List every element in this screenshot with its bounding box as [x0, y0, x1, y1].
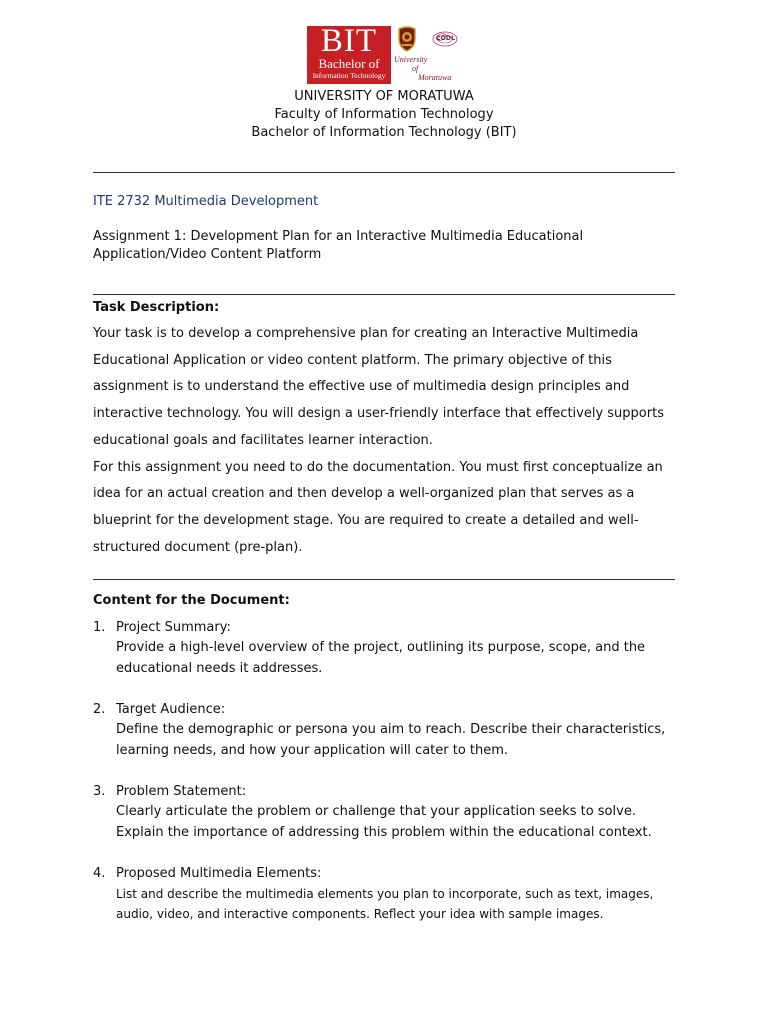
bit-logo-wordmark: BIT [320, 23, 378, 59]
list-item-number: 1. [93, 620, 106, 635]
degree-name: Bachelor of Information Technology (BIT) [251, 125, 517, 140]
task-description [93, 321, 681, 561]
uni-script-line1: University [394, 55, 428, 64]
bit-logo [307, 23, 391, 84]
university-crest-icon [396, 26, 418, 52]
list-item-body: Clearly articulate the problem or challenge that your application seeks to solve. Explain the importance of addressing this problem within the educational context. [116, 804, 652, 840]
content-heading: Content for the Document: [93, 593, 290, 608]
assignment-title [93, 228, 653, 264]
uni-script-line2: of [412, 64, 419, 73]
bit-logo-line3: Information Technology [312, 71, 386, 80]
list-item-body: List and describe the multimedia elements you plan to incorporate, such as text, images, audio, video, and interactive components. Reflect your idea with sample images. [116, 887, 654, 921]
list-item-title: Target Audience: [116, 702, 226, 717]
assignment-title-line1: Assignment 1: Development Plan for an Interactive Multimedia Educational [93, 229, 584, 244]
uni-script-line3: Moratuwa [418, 73, 452, 82]
list-item-title: Proposed Multimedia Elements: [116, 866, 322, 881]
faculty-name: Faculty of Information Technology [274, 107, 494, 122]
task-paragraph-1: Your task is to develop a comprehensive plan for creating an Interactive Multimedia Educational Application or video content platform. The primary objective of this assignment is to understand the effective use of multimedia design principles and interactive technology. You will design a user-friendly interface that effectively supports educational goals and facilitates learner interaction. [93, 326, 664, 448]
university-name: UNIVERSITY OF MORATUWA [294, 89, 474, 104]
divider [93, 172, 675, 173]
divider [93, 579, 675, 580]
list-item-title: Project Summary: [116, 620, 231, 635]
list-item-number: 4. [93, 866, 106, 881]
task-heading: Task Description: [93, 300, 220, 315]
list-item-number: 2. [93, 702, 106, 717]
divider [93, 294, 675, 295]
course-title: ITE 2732 Multimedia Development [93, 194, 319, 209]
bit-logo-line2: Bachelor of [318, 56, 380, 71]
assignment-title-line2: Application/Video Content Platform [93, 247, 322, 262]
list-item-title: Problem Statement: [116, 784, 247, 799]
task-paragraph-2: For this assignment you need to do the documentation. You must first conceptualize an idea for an actual creation and then develop a well-organized plan that serves as a blueprint for the development stage. You are required to create a detailed and well-structured document (pre-plan). [93, 459, 663, 555]
list-item-body: Define the demographic or persona you aim to reach. Describe their characteristics, learning needs, and how your application will cater to them. [116, 722, 666, 758]
university-logos [392, 26, 464, 84]
list-item-body: Provide a high-level overview of the project, outlining its purpose, scope, and the educational needs it addresses. [116, 640, 646, 676]
codl-label: CODL [436, 35, 456, 42]
list-item-number: 3. [93, 784, 106, 799]
